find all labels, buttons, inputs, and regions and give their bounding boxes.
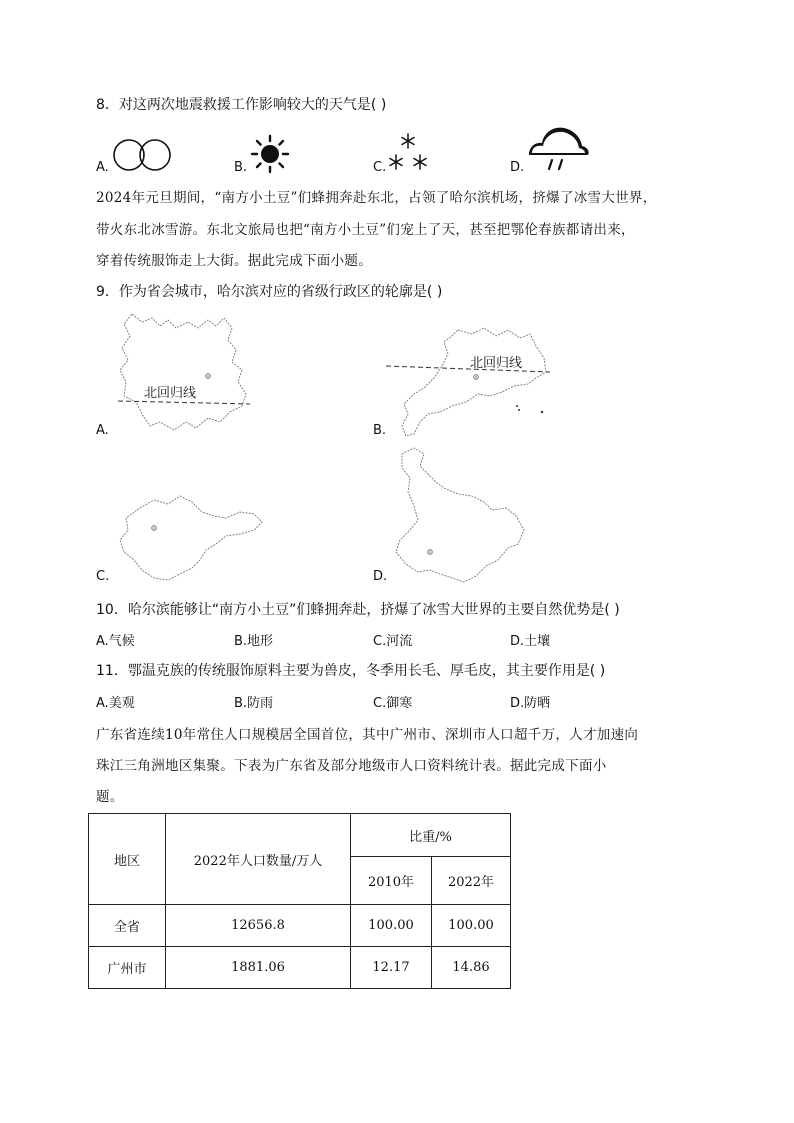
q9-option-c-letter: C. (96, 569, 110, 584)
question-9-stem: 9．作为省会城市，哈尔滨对应的省级行政区的轮廓是( ) (96, 284, 443, 300)
q10-option-c: C.河流 (373, 634, 413, 649)
cell-share-2010: 12.17 (351, 947, 432, 989)
cell-share-2022: 100.00 (432, 905, 511, 947)
passage-2-line-1: 广东省连续10年常住人口规模居全国首位，其中广州市、深圳市人口超千万，人才加速向 (96, 727, 639, 743)
passage-2-line-3: 题。 (96, 789, 124, 805)
rain-weather-symbol-icon (526, 124, 590, 174)
cell-population: 1881.06 (166, 947, 351, 989)
passage-1-line-2: 带火东北冰雪游。东北文旅局也把“南方小土豆”们宠上了天，甚至把鄂伦春族都请出来， (96, 222, 635, 238)
table-row (89, 947, 511, 989)
map-outline-heilongjiang (388, 444, 528, 586)
q10-option-d: D.土壤 (510, 634, 551, 649)
q11-option-b: B.防雨 (234, 696, 274, 711)
map-outline-shandong (114, 490, 266, 586)
cell-region: 广州市 (89, 947, 166, 989)
header-year-2022: 2022年 (432, 857, 511, 905)
question-8-stem: 8．对这两次地震救援工作影响较大的天气是( ) (96, 97, 387, 113)
table-row (89, 905, 511, 947)
cell-region: 全省 (89, 905, 166, 947)
header-share: 比重/% (351, 814, 511, 857)
header-population: 2022年人口数量/万人 (166, 814, 351, 905)
q10-option-a: A.气候 (96, 634, 135, 649)
passage-1-line-1: 2024年元旦期间，“南方小土豆”们蜂拥奔赴东北，占领了哈尔滨机场，挤爆了冰雪大世界， (96, 190, 657, 206)
q9-option-b-letter: B. (373, 423, 387, 438)
population-table (88, 813, 511, 989)
q8-option-a-letter: A. (96, 160, 109, 175)
map-a-tropic-label: 北回归线 (144, 386, 197, 401)
q9-option-a-letter: A. (96, 423, 109, 438)
q8-option-c-letter: C. (373, 160, 387, 175)
q9-option-d-letter: D. (373, 569, 388, 584)
q11-option-d: D.防晒 (510, 696, 551, 711)
question-10-stem: 10．哈尔滨能够让“南方小土豆”们蜂拥奔赴，挤爆了冰雪大世界的主要自然优势是( ) (96, 602, 620, 618)
cell-share-2010: 100.00 (351, 905, 432, 947)
cell-population: 12656.8 (166, 905, 351, 947)
sunny-weather-symbol-icon (250, 134, 290, 174)
q11-option-a: A.美观 (96, 696, 135, 711)
cloudy-weather-symbol-icon (110, 137, 174, 173)
map-outline-yunnan (116, 310, 256, 438)
header-region: 地区 (89, 814, 166, 905)
question-11-stem: 11．鄂温克族的传统服饰原料主要为兽皮，冬季用长毛、厚毛皮，其主要作用是( ) (96, 663, 606, 679)
table-header-row (89, 814, 511, 857)
map-outline-guangdong (386, 322, 556, 440)
snow-weather-symbol-icon (386, 131, 430, 175)
q10-option-b: B.地形 (234, 634, 274, 649)
header-year-2010: 2010年 (351, 857, 432, 905)
q8-option-b-letter: B. (234, 160, 248, 175)
q11-option-c: C.御寒 (373, 696, 413, 711)
cell-share-2022: 14.86 (432, 947, 511, 989)
passage-2-line-2: 珠江三角洲地区集聚。下表为广东省及部分地级市人口资料统计表。据此完成下面小 (96, 758, 607, 774)
passage-1-line-3: 穿着传统服饰走上大街。据此完成下面小题。 (96, 253, 372, 269)
map-b-tropic-label: 北回归线 (470, 356, 523, 371)
q8-option-d-letter: D. (510, 160, 525, 175)
